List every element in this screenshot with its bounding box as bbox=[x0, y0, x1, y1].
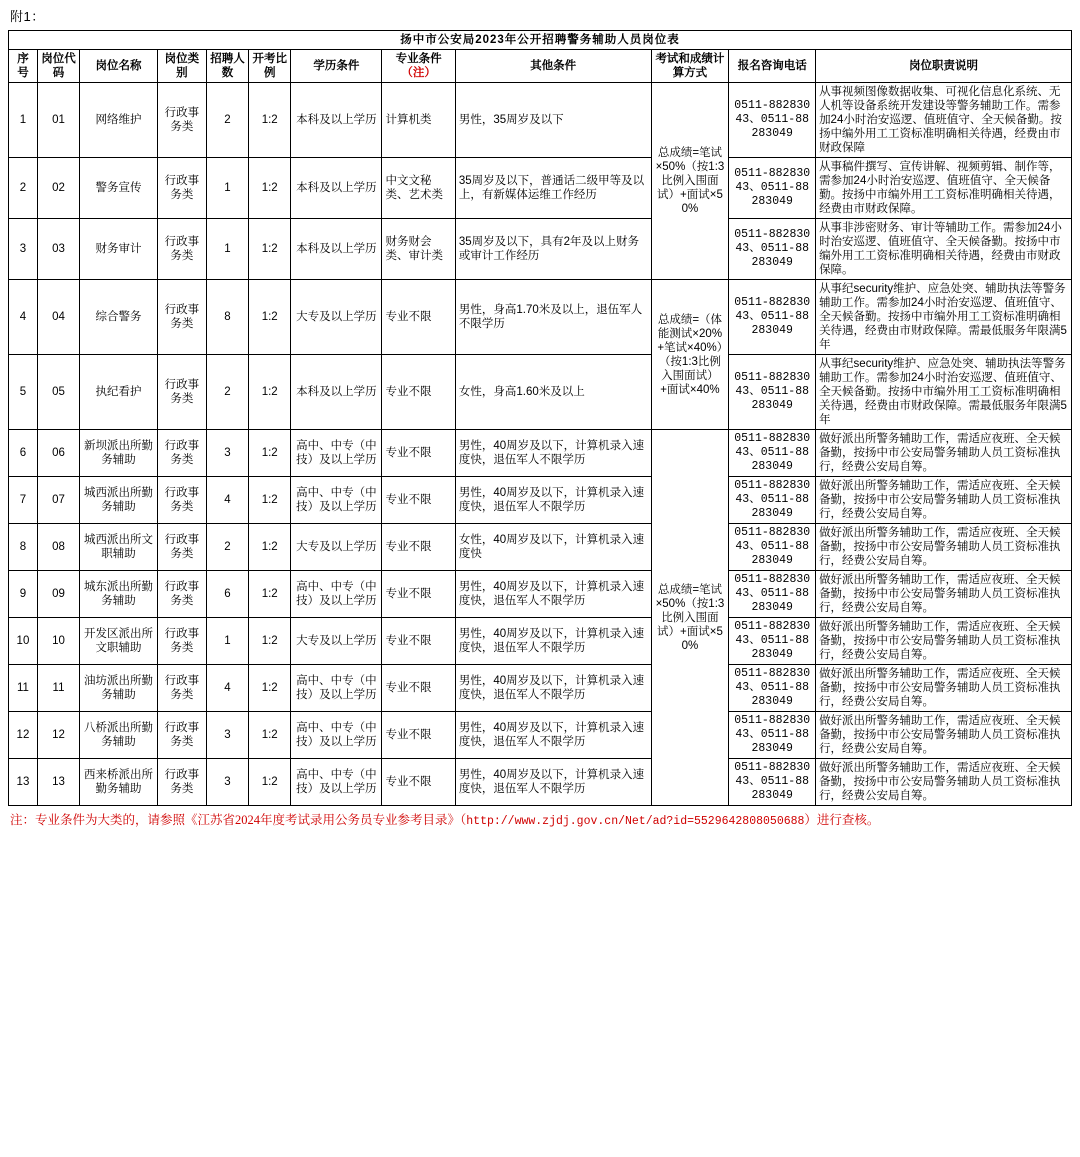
cell-hire-count: 3 bbox=[206, 712, 248, 759]
col-header-ratio: 开考比例 bbox=[249, 50, 291, 83]
cell-contact-phone: 0511-88283043、0511-88283049 bbox=[729, 355, 816, 430]
cell-hire-count: 1 bbox=[206, 158, 248, 219]
cell-other-conditions: 男性，40周岁及以下，计算机录入速度快，退伍军人不限学历 bbox=[455, 712, 651, 759]
cell-hire-count: 4 bbox=[206, 477, 248, 524]
cell-major: 专业不限 bbox=[382, 477, 455, 524]
cell-seq: 8 bbox=[9, 524, 38, 571]
cell-education: 大专及以上学历 bbox=[291, 524, 382, 571]
col-header-major-label: 专业条件 bbox=[395, 53, 442, 65]
col-header-exam: 考试和成绩计算方式 bbox=[651, 50, 729, 83]
cell-position-name: 新坝派出所勤务辅助 bbox=[80, 430, 158, 477]
cell-seq: 10 bbox=[9, 618, 38, 665]
cell-duty-description: 做好派出所警务辅助工作，需适应夜班、全天候备勤，按扬中市公安局警务辅助人员工资标准执行，经费公安局自筹。 bbox=[816, 524, 1072, 571]
cell-exam-ratio: 1:2 bbox=[249, 477, 291, 524]
footer-note-before: 注：专业条件为大类的，请参照《江苏省2024年度考试录用公务员专业参考目录》（ bbox=[10, 813, 467, 827]
cell-other-conditions: 男性，40周岁及以下，计算机录入速度快，退伍军人不限学历 bbox=[455, 477, 651, 524]
cell-code: 11 bbox=[37, 665, 79, 712]
cell-position-type: 行政事务类 bbox=[157, 219, 206, 280]
cell-duty-description: 从事视频图像数据收集、可视化信息化系统、无人机等设备系统开发建设等警务辅助工作。需参加24小时治安巡逻、值班值守、全天候备勤。按扬中编外用工工资标准明确相关待遇，经费由市财政保障 bbox=[816, 83, 1072, 158]
cell-major: 专业不限 bbox=[382, 712, 455, 759]
cell-exam-ratio: 1:2 bbox=[249, 219, 291, 280]
table-body bbox=[9, 83, 1072, 806]
cell-exam-method: 总成绩=笔试×50%（按1:3比例入围面试）+面试×50% bbox=[651, 83, 729, 280]
cell-exam-ratio: 1:2 bbox=[249, 759, 291, 806]
col-header-num: 招聘人数 bbox=[206, 50, 248, 83]
table-row bbox=[9, 430, 1072, 477]
cell-education: 高中、中专（中技）及以上学历 bbox=[291, 430, 382, 477]
cell-contact-phone: 0511-88283043、0511-88283049 bbox=[729, 665, 816, 712]
table-row bbox=[9, 477, 1072, 524]
cell-other-conditions: 女性，40周岁及以下，计算机录入速度快 bbox=[455, 524, 651, 571]
col-header-major-note: （注） bbox=[401, 67, 436, 79]
cell-education: 高中、中专（中技）及以上学历 bbox=[291, 759, 382, 806]
cell-hire-count: 8 bbox=[206, 280, 248, 355]
cell-seq: 12 bbox=[9, 712, 38, 759]
cell-hire-count: 6 bbox=[206, 571, 248, 618]
table-row bbox=[9, 219, 1072, 280]
cell-duty-description: 做好派出所警务辅助工作，需适应夜班、全天候备勤，按扬中市公安局警务辅助人员工资标准执行，经费公安局自筹。 bbox=[816, 430, 1072, 477]
cell-seq: 6 bbox=[9, 430, 38, 477]
cell-seq: 9 bbox=[9, 571, 38, 618]
cell-seq: 1 bbox=[9, 83, 38, 158]
cell-other-conditions: 35周岁及以下，具有2年及以上财务或审计工作经历 bbox=[455, 219, 651, 280]
cell-major: 专业不限 bbox=[382, 355, 455, 430]
cell-education: 本科及以上学历 bbox=[291, 355, 382, 430]
cell-major: 财务财会类、审计类 bbox=[382, 219, 455, 280]
cell-hire-count: 4 bbox=[206, 665, 248, 712]
table-row bbox=[9, 83, 1072, 158]
table-row bbox=[9, 618, 1072, 665]
cell-contact-phone: 0511-88283043、0511-88283049 bbox=[729, 712, 816, 759]
table-row bbox=[9, 665, 1072, 712]
cell-seq: 3 bbox=[9, 219, 38, 280]
cell-position-type: 行政事务类 bbox=[157, 618, 206, 665]
cell-other-conditions: 男性，身高1.70米及以上，退伍军人不限学历 bbox=[455, 280, 651, 355]
cell-hire-count: 3 bbox=[206, 759, 248, 806]
cell-major: 专业不限 bbox=[382, 571, 455, 618]
cell-code: 03 bbox=[37, 219, 79, 280]
cell-position-type: 行政事务类 bbox=[157, 712, 206, 759]
cell-major: 专业不限 bbox=[382, 618, 455, 665]
table-header bbox=[9, 31, 1072, 83]
cell-major: 专业不限 bbox=[382, 524, 455, 571]
cell-other-conditions: 男性，40周岁及以下，计算机录入速度快，退伍军人不限学历 bbox=[455, 759, 651, 806]
cell-position-type: 行政事务类 bbox=[157, 158, 206, 219]
cell-position-name: 执纪看护 bbox=[80, 355, 158, 430]
cell-hire-count: 2 bbox=[206, 524, 248, 571]
cell-duty-description: 做好派出所警务辅助工作，需适应夜班、全天候备勤，按扬中市公安局警务辅助人员工资标准执行，经费公安局自筹。 bbox=[816, 665, 1072, 712]
table-row bbox=[9, 158, 1072, 219]
cell-seq: 7 bbox=[9, 477, 38, 524]
cell-contact-phone: 0511-88283043、0511-88283049 bbox=[729, 280, 816, 355]
col-header-edu: 学历条件 bbox=[291, 50, 382, 83]
cell-major: 计算机类 bbox=[382, 83, 455, 158]
cell-education: 高中、中专（中技）及以上学历 bbox=[291, 571, 382, 618]
cell-position-name: 综合警务 bbox=[80, 280, 158, 355]
cell-major: 专业不限 bbox=[382, 759, 455, 806]
cell-exam-ratio: 1:2 bbox=[249, 524, 291, 571]
cell-contact-phone: 0511-88283043、0511-88283049 bbox=[729, 524, 816, 571]
cell-education: 高中、中专（中技）及以上学历 bbox=[291, 665, 382, 712]
cell-exam-ratio: 1:2 bbox=[249, 83, 291, 158]
cell-code: 05 bbox=[37, 355, 79, 430]
footer-note-after: ）进行查核。 bbox=[804, 813, 880, 827]
cell-other-conditions: 女性，身高1.60米及以上 bbox=[455, 355, 651, 430]
cell-contact-phone: 0511-88283043、0511-88283049 bbox=[729, 83, 816, 158]
cell-exam-ratio: 1:2 bbox=[249, 355, 291, 430]
table-row bbox=[9, 280, 1072, 355]
cell-duty-description: 做好派出所警务辅助工作，需适应夜班、全天候备勤，按扬中市公安局警务辅助人员工资标准执行，经费公安局自筹。 bbox=[816, 759, 1072, 806]
cell-duty-description: 做好派出所警务辅助工作，需适应夜班、全天候备勤，按扬中市公安局警务辅助人员工资标准执行，经费公安局自筹。 bbox=[816, 712, 1072, 759]
job-position-table bbox=[8, 30, 1072, 806]
footer-note bbox=[8, 806, 1072, 832]
cell-exam-method: 总成绩=（体能测试×20%+笔试×40%）（按1:3比例入围面试）+面试×40% bbox=[651, 280, 729, 430]
cell-contact-phone: 0511-88283043、0511-88283049 bbox=[729, 571, 816, 618]
column-header-row bbox=[9, 50, 1072, 83]
cell-position-name: 城西派出所勤务辅助 bbox=[80, 477, 158, 524]
cell-hire-count: 2 bbox=[206, 355, 248, 430]
cell-position-type: 行政事务类 bbox=[157, 355, 206, 430]
cell-position-type: 行政事务类 bbox=[157, 524, 206, 571]
cell-position-name: 八桥派出所勤务辅助 bbox=[80, 712, 158, 759]
cell-position-name: 油坊派出所勤务辅助 bbox=[80, 665, 158, 712]
cell-other-conditions: 男性，40周岁及以下，计算机录入速度快，退伍军人不限学历 bbox=[455, 571, 651, 618]
cell-hire-count: 1 bbox=[206, 219, 248, 280]
cell-position-name: 开发区派出所文职辅助 bbox=[80, 618, 158, 665]
table-row bbox=[9, 571, 1072, 618]
cell-duty-description: 从事稿件撰写、宣传讲解、视频剪辑、制作等，需参加24小时治安巡逻、值班值守、全天候备勤。按扬中市编外用工工资标准明确相关待遇，经费由市财政保障。 bbox=[816, 158, 1072, 219]
cell-code: 01 bbox=[37, 83, 79, 158]
page-title: 扬中市公安局2023年公开招聘警务辅助人员岗位表 bbox=[9, 31, 1072, 50]
cell-exam-ratio: 1:2 bbox=[249, 712, 291, 759]
table-row bbox=[9, 524, 1072, 571]
table-row bbox=[9, 759, 1072, 806]
cell-contact-phone: 0511-88283043、0511-88283049 bbox=[729, 477, 816, 524]
table-row bbox=[9, 712, 1072, 759]
cell-duty-description: 做好派出所警务辅助工作，需适应夜班、全天候备勤，按扬中市公安局警务辅助人员工资标准执行，经费公安局自筹。 bbox=[816, 618, 1072, 665]
cell-exam-ratio: 1:2 bbox=[249, 280, 291, 355]
cell-position-name: 警务宣传 bbox=[80, 158, 158, 219]
cell-duty-description: 做好派出所警务辅助工作，需适应夜班、全天候备勤，按扬中市公安局警务辅助人员工资标准执行，经费公安局自筹。 bbox=[816, 477, 1072, 524]
cell-position-name: 城东派出所勤务辅助 bbox=[80, 571, 158, 618]
cell-position-type: 行政事务类 bbox=[157, 665, 206, 712]
cell-hire-count: 1 bbox=[206, 618, 248, 665]
cell-duty-description: 从事非涉密财务、审计等辅助工作。需参加24小时治安巡逻、值班值守、全天候备勤。按扬中市编外用工工资标准明确相关待遇，经费由市财政保障。 bbox=[816, 219, 1072, 280]
cell-code: 13 bbox=[37, 759, 79, 806]
cell-education: 本科及以上学历 bbox=[291, 83, 382, 158]
cell-education: 大专及以上学历 bbox=[291, 280, 382, 355]
cell-code: 09 bbox=[37, 571, 79, 618]
cell-seq: 11 bbox=[9, 665, 38, 712]
cell-code: 06 bbox=[37, 430, 79, 477]
cell-exam-ratio: 1:2 bbox=[249, 430, 291, 477]
col-header-name: 岗位名称 bbox=[80, 50, 158, 83]
cell-major: 专业不限 bbox=[382, 430, 455, 477]
col-header-seq: 序号 bbox=[9, 50, 38, 83]
cell-code: 02 bbox=[37, 158, 79, 219]
cell-major: 中文文秘类、艺术类 bbox=[382, 158, 455, 219]
cell-position-name: 网络维护 bbox=[80, 83, 158, 158]
cell-education: 高中、中专（中技）及以上学历 bbox=[291, 477, 382, 524]
cell-education: 本科及以上学历 bbox=[291, 219, 382, 280]
footer-note-link[interactable]: http://www.zjdj.gov.cn/Net/ad?id=5529642808050688 bbox=[466, 815, 805, 828]
cell-duty-description: 做好派出所警务辅助工作，需适应夜班、全天候备勤，按扬中市公安局警务辅助人员工资标准执行，经费公安局自筹。 bbox=[816, 571, 1072, 618]
col-header-major bbox=[382, 50, 455, 83]
cell-seq: 13 bbox=[9, 759, 38, 806]
title-row bbox=[9, 31, 1072, 50]
cell-position-type: 行政事务类 bbox=[157, 759, 206, 806]
cell-education: 高中、中专（中技）及以上学历 bbox=[291, 712, 382, 759]
cell-other-conditions: 35周岁及以下，普通话二级甲等及以上，有新媒体运维工作经历 bbox=[455, 158, 651, 219]
cell-position-type: 行政事务类 bbox=[157, 83, 206, 158]
cell-duty-description: 从事纪security维护、应急处突、辅助执法等警务辅助工作。需参加24小时治安巡逻、值班值守、全天候备勤。按扬中市编外用工工资标准明确相关待遇，经费由市财政保障。需最低服务年限满5年 bbox=[816, 280, 1072, 355]
cell-position-name: 城西派出所文职辅助 bbox=[80, 524, 158, 571]
cell-education: 大专及以上学历 bbox=[291, 618, 382, 665]
attachment-label: 附1： bbox=[10, 9, 45, 24]
cell-seq: 2 bbox=[9, 158, 38, 219]
cell-contact-phone: 0511-88283043、0511-88283049 bbox=[729, 618, 816, 665]
cell-exam-ratio: 1:2 bbox=[249, 618, 291, 665]
cell-position-type: 行政事务类 bbox=[157, 477, 206, 524]
cell-other-conditions: 男性，40周岁及以下，计算机录入速度快，退伍军人不限学历 bbox=[455, 430, 651, 477]
cell-position-name: 财务审计 bbox=[80, 219, 158, 280]
cell-hire-count: 3 bbox=[206, 430, 248, 477]
cell-exam-ratio: 1:2 bbox=[249, 665, 291, 712]
cell-hire-count: 2 bbox=[206, 83, 248, 158]
cell-contact-phone: 0511-88283043、0511-88283049 bbox=[729, 219, 816, 280]
cell-code: 07 bbox=[37, 477, 79, 524]
cell-contact-phone: 0511-88283043、0511-88283049 bbox=[729, 158, 816, 219]
cell-code: 08 bbox=[37, 524, 79, 571]
cell-position-name: 西来桥派出所勤务辅助 bbox=[80, 759, 158, 806]
cell-code: 12 bbox=[37, 712, 79, 759]
cell-major: 专业不限 bbox=[382, 665, 455, 712]
cell-position-type: 行政事务类 bbox=[157, 430, 206, 477]
col-header-type: 岗位类别 bbox=[157, 50, 206, 83]
cell-other-conditions: 男性，40周岁及以下，计算机录入速度快，退伍军人不限学历 bbox=[455, 665, 651, 712]
cell-exam-ratio: 1:2 bbox=[249, 571, 291, 618]
cell-code: 10 bbox=[37, 618, 79, 665]
col-header-phone: 报名咨询电话 bbox=[729, 50, 816, 83]
cell-education: 本科及以上学历 bbox=[291, 158, 382, 219]
cell-other-conditions: 男性，35周岁及以下 bbox=[455, 83, 651, 158]
cell-contact-phone: 0511-88283043、0511-88283049 bbox=[729, 430, 816, 477]
cell-contact-phone: 0511-88283043、0511-88283049 bbox=[729, 759, 816, 806]
cell-exam-method: 总成绩=笔试×50%（按1:3比例入围面试）+面试×50% bbox=[651, 430, 729, 806]
table-row bbox=[9, 355, 1072, 430]
cell-position-type: 行政事务类 bbox=[157, 280, 206, 355]
cell-other-conditions: 男性，40周岁及以下，计算机录入速度快，退伍军人不限学历 bbox=[455, 618, 651, 665]
cell-duty-description: 从事纪security维护、应急处突、辅助执法等警务辅助工作。需参加24小时治安巡逻、值班值守、全天候备勤。按扬中市编外用工工资标准明确相关待遇，经费由市财政保障。需最低服务年限满5年 bbox=[816, 355, 1072, 430]
cell-seq: 4 bbox=[9, 280, 38, 355]
col-header-other: 其他条件 bbox=[455, 50, 651, 83]
cell-code: 04 bbox=[37, 280, 79, 355]
cell-major: 专业不限 bbox=[382, 280, 455, 355]
cell-exam-ratio: 1:2 bbox=[249, 158, 291, 219]
cell-position-type: 行政事务类 bbox=[157, 571, 206, 618]
col-header-duty: 岗位职责说明 bbox=[816, 50, 1072, 83]
cell-seq: 5 bbox=[9, 355, 38, 430]
col-header-code: 岗位代码 bbox=[37, 50, 79, 83]
